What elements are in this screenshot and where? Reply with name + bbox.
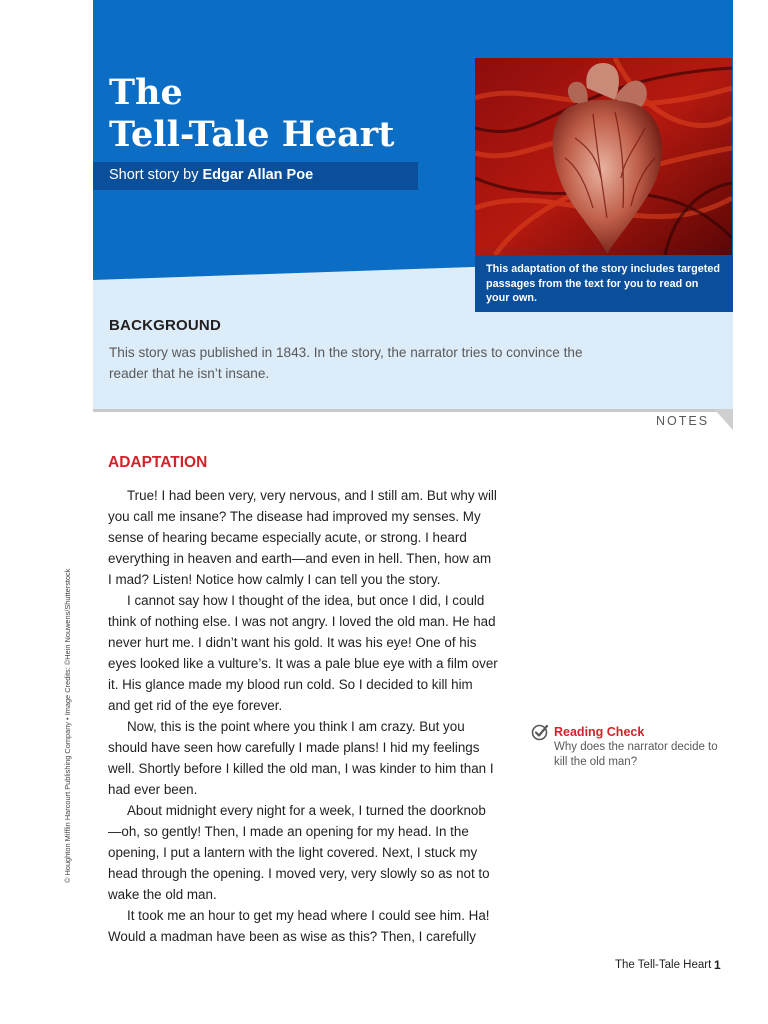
title-line-1: The [109,72,183,113]
byline [109,167,313,183]
page-number: 1 [714,958,721,972]
story-text [108,485,498,947]
author-name: Edgar Allan Poe [202,167,314,183]
background-heading: BACKGROUND [109,317,221,334]
footer-title: The Tell-Tale Heart [615,959,712,971]
checkmark-circle-icon [531,723,549,741]
reading-check-title: Reading Check [554,725,645,739]
byline-prefix: Short story by [109,167,203,183]
story-paragraph: True! I had been very, very nervous, and I still am. But why will you call me insane? The disease had improved my senses. My sense of hearing became especially acute, or strong. I heard everything in heaven and earth—and even in hell. Then, how am I mad? Listen! Notice how calmly I can tell you the story. [108,488,497,587]
notes-label: NOTES [656,414,710,428]
story-paragraph: It took me an hour to get my head where I could see him. Ha! Would a madman have been as wise as this? Then, I carefully [108,908,490,944]
reading-check-question: Why does the narrator decide to kill the old man? [554,741,718,768]
credit-text: © Houghton Mifflin Harcourt Publishing Company • Image Credits: ©Hein Nouwens/Shutterstock [63,568,72,883]
story-paragraph: About midnight every night for a week, I turned the doorknob—oh, so gently! Then, I made an opening for my head. In the opening, I put a lantern with the light covered. Next, I stuck my head through the opening. I moved very, very slowly so as not to wake the old man. [108,803,490,902]
story-paragraph: Now, this is the point where you think I am crazy. But you should have seen how carefully I made plans! I hid my feelings well. Shortly before I killed the old man, I was kinder to him than I had ever been. [108,719,494,797]
title-line-2: Tell-Tale Heart [109,114,395,155]
background-text: This story was published in 1843. In the story, the narrator tries to convince the reader that he isn’t insane. [109,345,583,381]
story-paragraph: I cannot say how I thought of the idea, but once I did, I could think of nothing else. I was not angry. I loved the old man. He had never hurt me. I didn’t want his gold. It was his eye! One of his eyes looked like a vulture’s. It was a pale blue eye with a film over it. His glance made my blood run cold. So I decided to kill him and get rid of the eye forever. [108,593,498,713]
image-caption: This adaptation of the story includes targeted passages from the text for you to read on your own. [486,263,720,304]
story-title [109,72,394,156]
heart-illustration [475,58,732,255]
adaptation-heading: ADAPTATION [108,454,208,471]
